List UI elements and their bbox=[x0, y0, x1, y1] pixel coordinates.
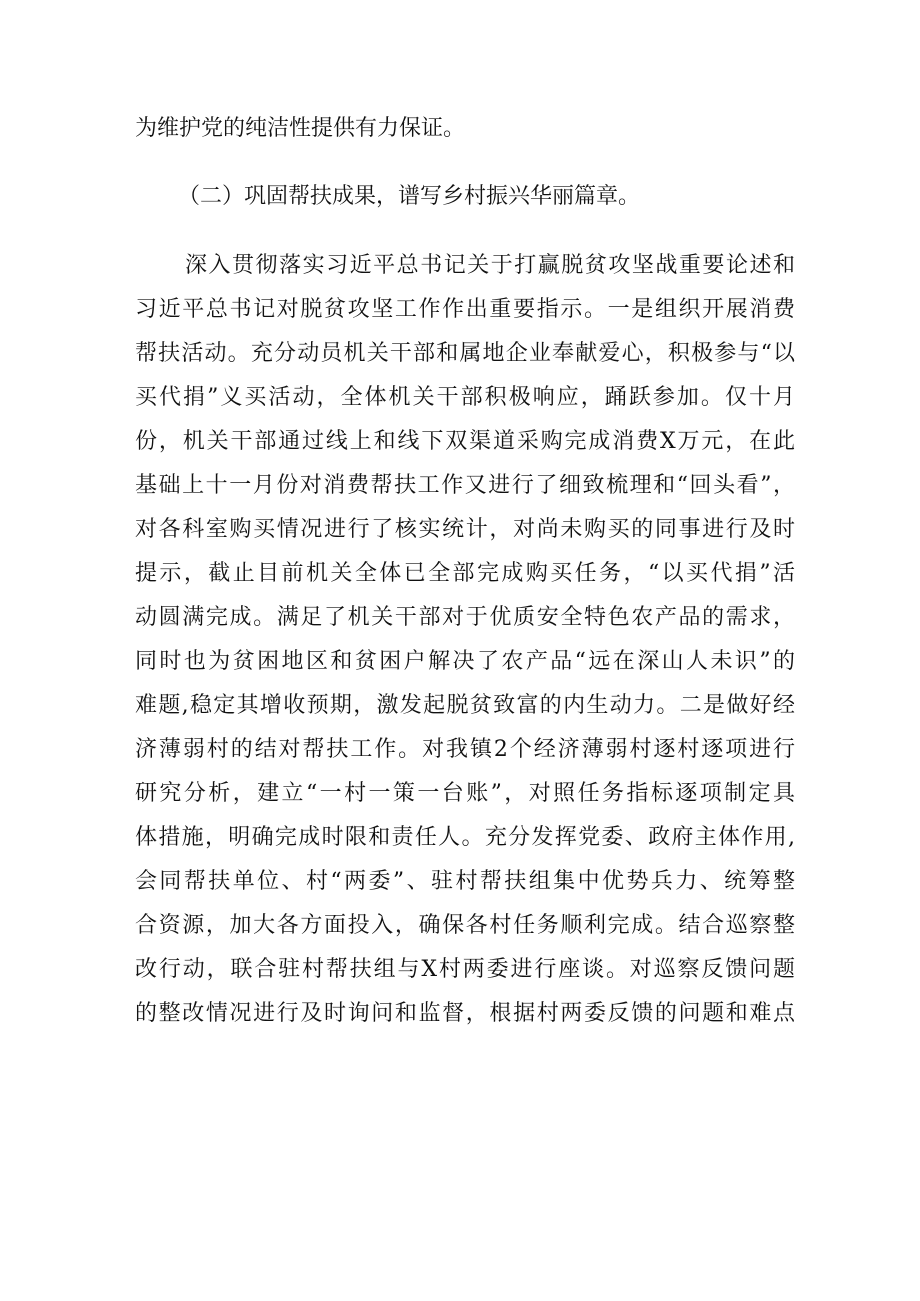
paragraph-line: 体措施，明确完成时限和责任人。充分发挥党委、政府主体作用, bbox=[135, 825, 795, 850]
paragraph-line: 改行动，联合驻村帮扶组与X村两委进行座谈。对巡察反馈问题 bbox=[135, 957, 795, 982]
paragraph-line: 帮扶活动。充分动员机关干部和属地企业奉献爱心，积极参与“以 bbox=[135, 341, 795, 366]
carryover-line: 为维护党的纯洁性提供有力保证。 bbox=[135, 116, 466, 141]
paragraph-line: 对各科室购买情况进行了核实统计，对尚未购买的同事进行及时 bbox=[135, 517, 795, 542]
paragraph-line: 提示，截止目前机关全体已全部完成购买任务，“以买代捐”活 bbox=[135, 561, 795, 586]
paragraph-line: 深入贯彻落实习近平总书记关于打赢脱贫攻坚战重要论述和 bbox=[185, 253, 795, 278]
paragraph-line: 济薄弱村的结对帮扶工作。对我镇2个经济薄弱村逐村逐项进行 bbox=[135, 737, 795, 762]
paragraph-line: 的整改情况进行及时询问和监督，根据村两委反馈的问题和难点 bbox=[135, 1001, 795, 1026]
paragraph-line: 合资源，加大各方面投入，确保各村任务顺利完成。结合巡察整 bbox=[135, 913, 795, 938]
paragraph-line: 买代捐”义买活动，全体机关干部积极响应，踊跃参加。仅十月 bbox=[135, 385, 795, 410]
paragraph-line: 习近平总书记对脱贫攻坚工作作出重要指示。一是组织开展消费 bbox=[135, 297, 795, 322]
paragraph-line: 难题,稳定其增收预期，激发起脱贫致富的内生动力。二是做好经 bbox=[135, 693, 795, 718]
section-heading: （二）巩固帮扶成果，谱写乡村振兴华丽篇章。 bbox=[178, 184, 641, 209]
paragraph-line: 动圆满完成。满足了机关干部对于优质安全特色农产品的需求， bbox=[135, 605, 795, 630]
paragraph-line: 会同帮扶单位、村“两委”、驻村帮扶组集中优势兵力、统筹整 bbox=[135, 869, 795, 894]
paragraph-line: 份，机关干部通过线上和线下双渠道采购完成消费X万元，在此 bbox=[135, 429, 795, 454]
paragraph-line: 研究分析，建立“一村一策一台账”，对照任务指标逐项制定具 bbox=[135, 781, 795, 806]
paragraph-line: 同时也为贫困地区和贫困户解决了农产品“远在深山人未识”的 bbox=[135, 649, 795, 674]
paragraph-line: 基础上十一月份对消费帮扶工作又进行了细致梳理和“回头看”， bbox=[135, 473, 795, 498]
